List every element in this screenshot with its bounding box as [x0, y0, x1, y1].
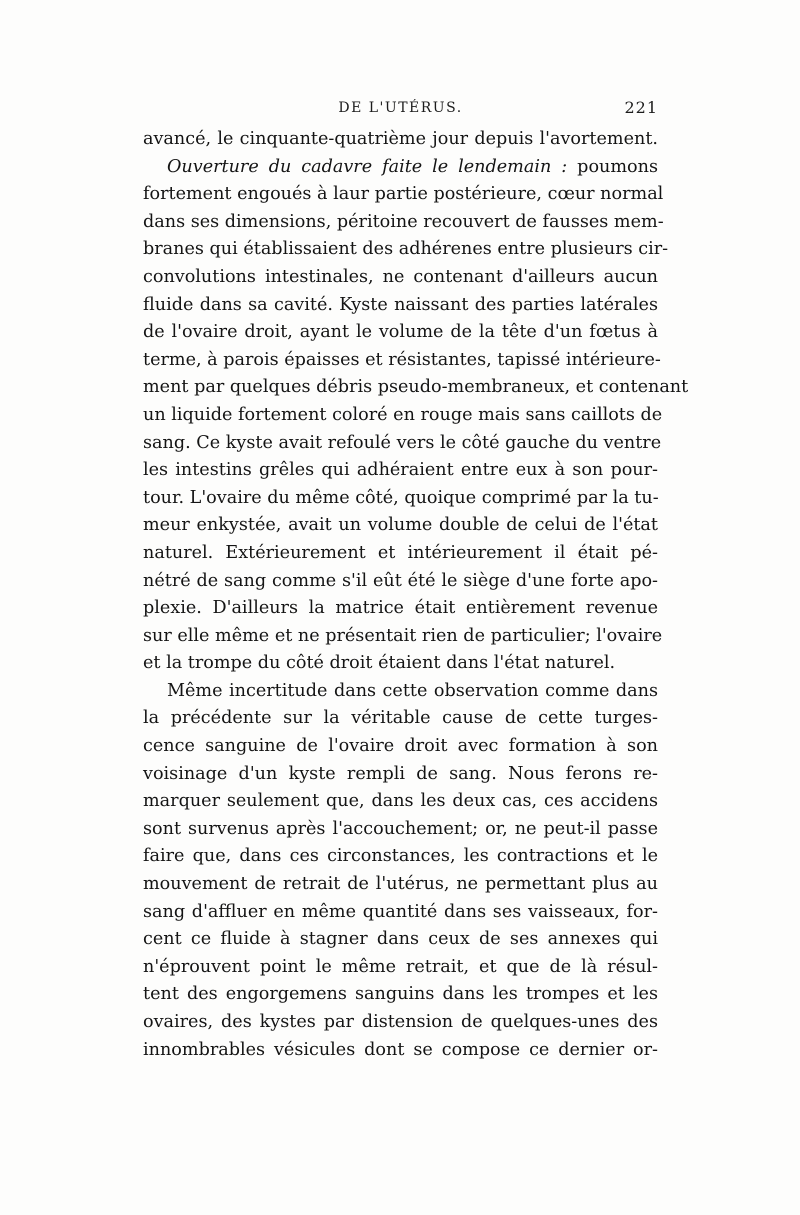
text-line: terme, à parois épaisses et résistantes, tapissé intérieure- — [143, 349, 661, 370]
text-line: plexie. D'ailleurs la matrice était entièrement revenue — [143, 598, 658, 619]
text-line: voisinage d'un kyste rempli de sang. Nous ferons re- — [143, 763, 658, 784]
text-line: sur elle même et ne présentait rien de particulier; l'ovaire — [143, 625, 663, 646]
italic-heading: Ouverture du cadavre faite le lendemain : — [167, 156, 568, 177]
text-line: sang. Ce kyste avait refoulé vers le côté gauche du ventre — [143, 432, 662, 453]
body-text — [143, 126, 689, 1064]
text-line: dans ses dimensions, péritoine recouvert de fausses mem- — [143, 211, 664, 232]
running-title: DE L'UTÉRUS. — [338, 100, 463, 116]
text-line: et la trompe du côté droit étaient dans l'état naturel. — [143, 653, 616, 674]
text-line: cent ce fluide à stagner dans ceux de ses annexes qui — [143, 929, 658, 950]
running-head — [143, 94, 658, 124]
text-line: faire que, dans ces circonstances, les contractions et le — [143, 846, 658, 867]
text-line: innombrables vésicules dont se compose ce dernier or- — [143, 1039, 658, 1060]
text-line: sont survenus après l'accouchement; or, ne peut-il passe — [143, 818, 658, 839]
text-line: avancé, le cinquante-quatrième jour depuis l'avortement. — [143, 129, 658, 149]
text-line: mouvement de retrait de l'utérus, ne permettant plus au — [143, 874, 658, 895]
text-line: branes qui établissaient des adhérenes entre plusieurs cir- — [143, 239, 669, 260]
text-line: fortement engoués à laur partie postérieure, cœur normal — [143, 184, 664, 205]
text-line — [143, 154, 658, 182]
text-line: cence sanguine de l'ovaire droit avec formation à son — [143, 736, 658, 757]
text-line: nétré de sang comme s'il eût été le siège d'une forte apo- — [143, 570, 658, 591]
text-line: n'éprouvent point le même retrait, et que de là résul- — [143, 956, 658, 977]
text-line: ovaires, des kystes par distension de quelques-unes des — [143, 1012, 658, 1032]
text-line: la précédente sur la véritable cause de cette turges- — [143, 708, 658, 729]
page-number: 221 — [624, 98, 658, 117]
text-line: tent des engorgemens sanguins dans les trompes et les — [143, 984, 658, 1005]
text-line: naturel. Extérieurement et intérieurement il était pé- — [143, 542, 658, 563]
text-line: tour. L'ovaire du même côté, quoique comprimé par la tu- — [143, 487, 659, 508]
text-line: les intestins grêles qui adhéraient entre eux à son pour- — [143, 460, 658, 481]
text-line: sang d'affluer en même quantité dans ses vaisseaux, for- — [143, 901, 658, 922]
text-line: ment par quelques débris pseudo-membraneux, et contenant — [143, 377, 689, 398]
text-line: convolutions intestinales, ne contenant d'ailleurs aucun — [143, 266, 658, 287]
text-line: fluide dans sa cavité. Kyste naissant des parties latérales — [143, 294, 658, 315]
text-line: un liquide fortement coloré en rouge mais sans caillots de — [143, 404, 663, 425]
text-line-continuation: poumons — [567, 156, 659, 177]
text-line: de l'ovaire droit, ayant le volume de la tête d'un fœtus à — [143, 322, 658, 343]
text-line: Même incertitude dans cette observation comme dans — [167, 680, 658, 701]
text-line: meur enkystée, avait un volume double de celui de l'état — [143, 515, 658, 536]
text-line: marquer seulement que, dans les deux cas, ces accidens — [143, 791, 658, 812]
